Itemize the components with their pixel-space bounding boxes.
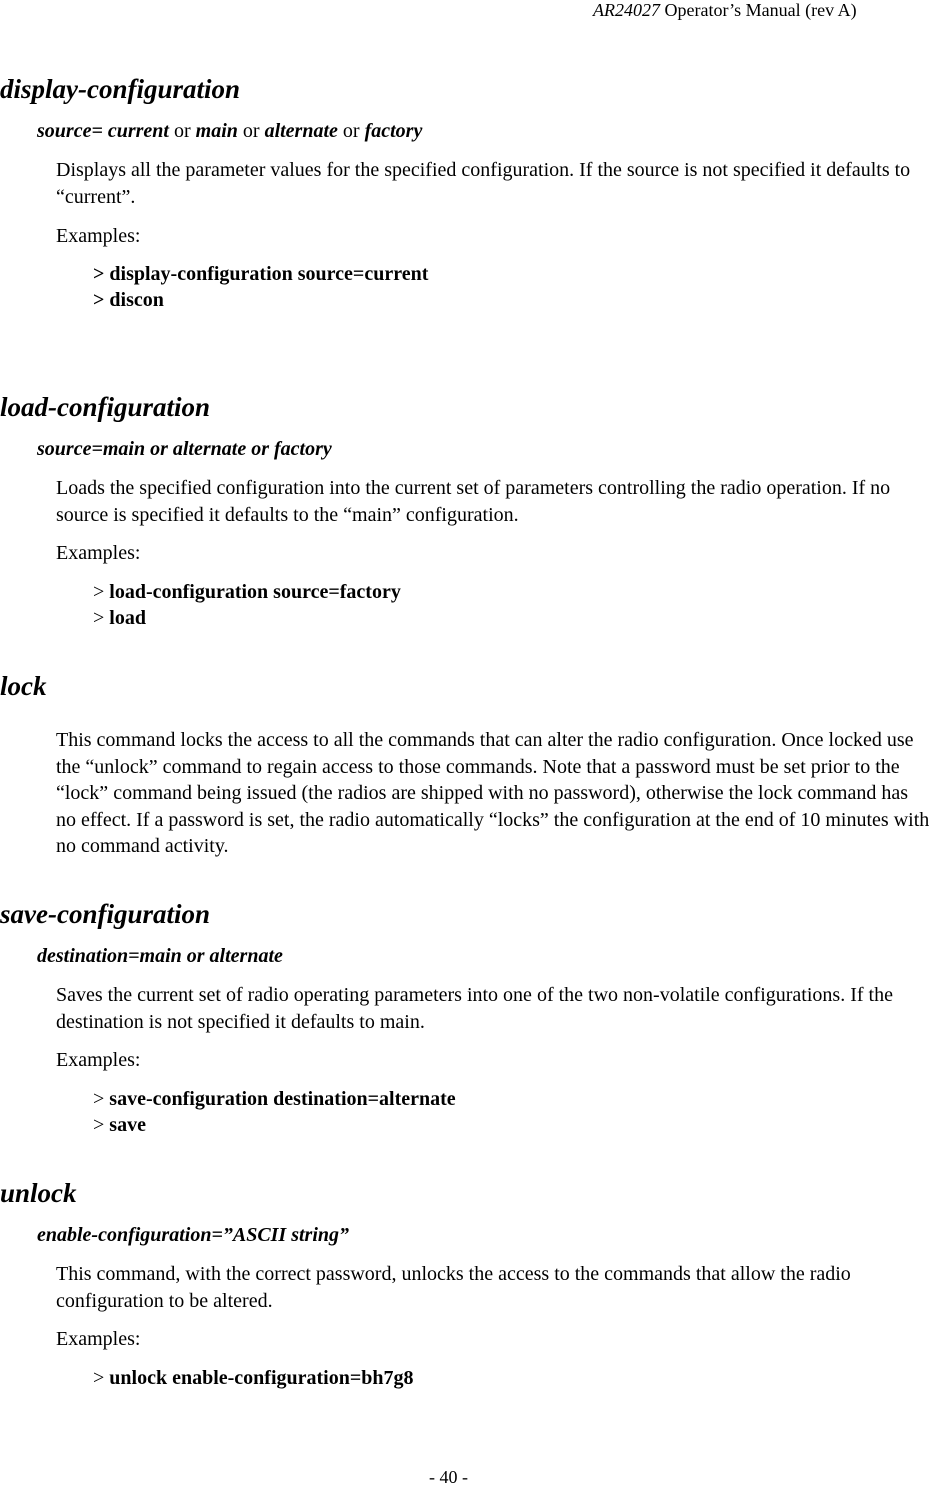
load-configuration-example-1 bbox=[93, 579, 401, 605]
example-command: > display-configuration source=current bbox=[93, 263, 429, 285]
unlock-title: unlock bbox=[0, 1178, 77, 1208]
page-header bbox=[593, 0, 857, 20]
prompt-symbol: > bbox=[93, 1367, 110, 1389]
display-configuration-example-2 bbox=[93, 287, 164, 313]
lock-description: This command locks the access to all the commands that can alter the radio configuration. Once locked use the “unlock” command to regain access to those commands. Note that a password must be set prior to the “lock” command being issued (the radios are shipped with no password), otherwise the lock command has no effect. If a password is set, the radio automatically “locks” the configuration at the end of 10 minutes with no command activity. bbox=[56, 729, 929, 857]
unlock-description: This command, with the correct password, unlocks the access to the commands that allow the radio configuration to be altered. bbox=[56, 1263, 851, 1312]
param-or: or bbox=[237, 120, 265, 142]
display-configuration-title: display-configuration bbox=[0, 74, 241, 104]
example-command: unlock enable-configuration=bh7g8 bbox=[109, 1367, 414, 1389]
param-or: or bbox=[168, 120, 196, 142]
prompt-symbol: > bbox=[93, 607, 110, 629]
param-factory: factory bbox=[364, 120, 423, 142]
save-configuration-examples-label: Examples: bbox=[56, 1049, 141, 1071]
example-command: load-configuration source=factory bbox=[109, 581, 401, 603]
example-command: load bbox=[109, 607, 146, 629]
display-configuration-examples-label: Examples: bbox=[56, 225, 141, 247]
save-configuration-title: save-configuration bbox=[0, 899, 211, 929]
unlock-param: enable-configuration=”ASCII string” bbox=[37, 1224, 350, 1246]
param-or: or bbox=[337, 120, 365, 142]
save-configuration-param: destination=main or alternate bbox=[37, 945, 283, 967]
header-title: Operator’s Manual (rev A) bbox=[660, 0, 857, 20]
display-configuration-example-1 bbox=[93, 261, 428, 287]
save-configuration-example-2 bbox=[93, 1112, 146, 1138]
unlock-example-1 bbox=[93, 1365, 414, 1391]
display-configuration-param bbox=[37, 119, 422, 143]
prompt-symbol: > bbox=[93, 1114, 110, 1136]
param-alternate: alternate bbox=[264, 120, 338, 142]
example-command: > discon bbox=[93, 289, 164, 311]
load-configuration-param: source=main or alternate or factory bbox=[37, 438, 332, 460]
save-configuration-example-1 bbox=[93, 1086, 456, 1112]
display-configuration-description: Displays all the parameter values for the specified configuration. If the source is not specified it defaults to “current”. bbox=[56, 159, 911, 208]
save-configuration-description: Saves the current set of radio operating parameters into one of the two non-volatile configurations. If the destination is not specified it defaults to main. bbox=[56, 984, 893, 1033]
header-model: AR24027 bbox=[593, 0, 660, 20]
load-configuration-examples-label: Examples: bbox=[56, 542, 141, 564]
unlock-examples-label: Examples: bbox=[56, 1328, 141, 1350]
load-configuration-title: load-configuration bbox=[0, 392, 211, 422]
page-number: - 40 - bbox=[429, 1467, 468, 1487]
prompt-symbol: > bbox=[93, 1088, 110, 1110]
load-configuration-example-2 bbox=[93, 605, 146, 631]
param-current: source= current bbox=[37, 120, 169, 142]
load-configuration-description: Loads the specified configuration into the current set of parameters controlling the radio operation. If no source is specified it defaults to the “main” configuration. bbox=[56, 477, 891, 526]
example-command: save-configuration destination=alternate bbox=[109, 1088, 456, 1110]
lock-title: lock bbox=[0, 671, 47, 701]
prompt-symbol: > bbox=[93, 581, 110, 603]
example-command: save bbox=[109, 1114, 146, 1136]
param-main: main bbox=[195, 120, 238, 142]
